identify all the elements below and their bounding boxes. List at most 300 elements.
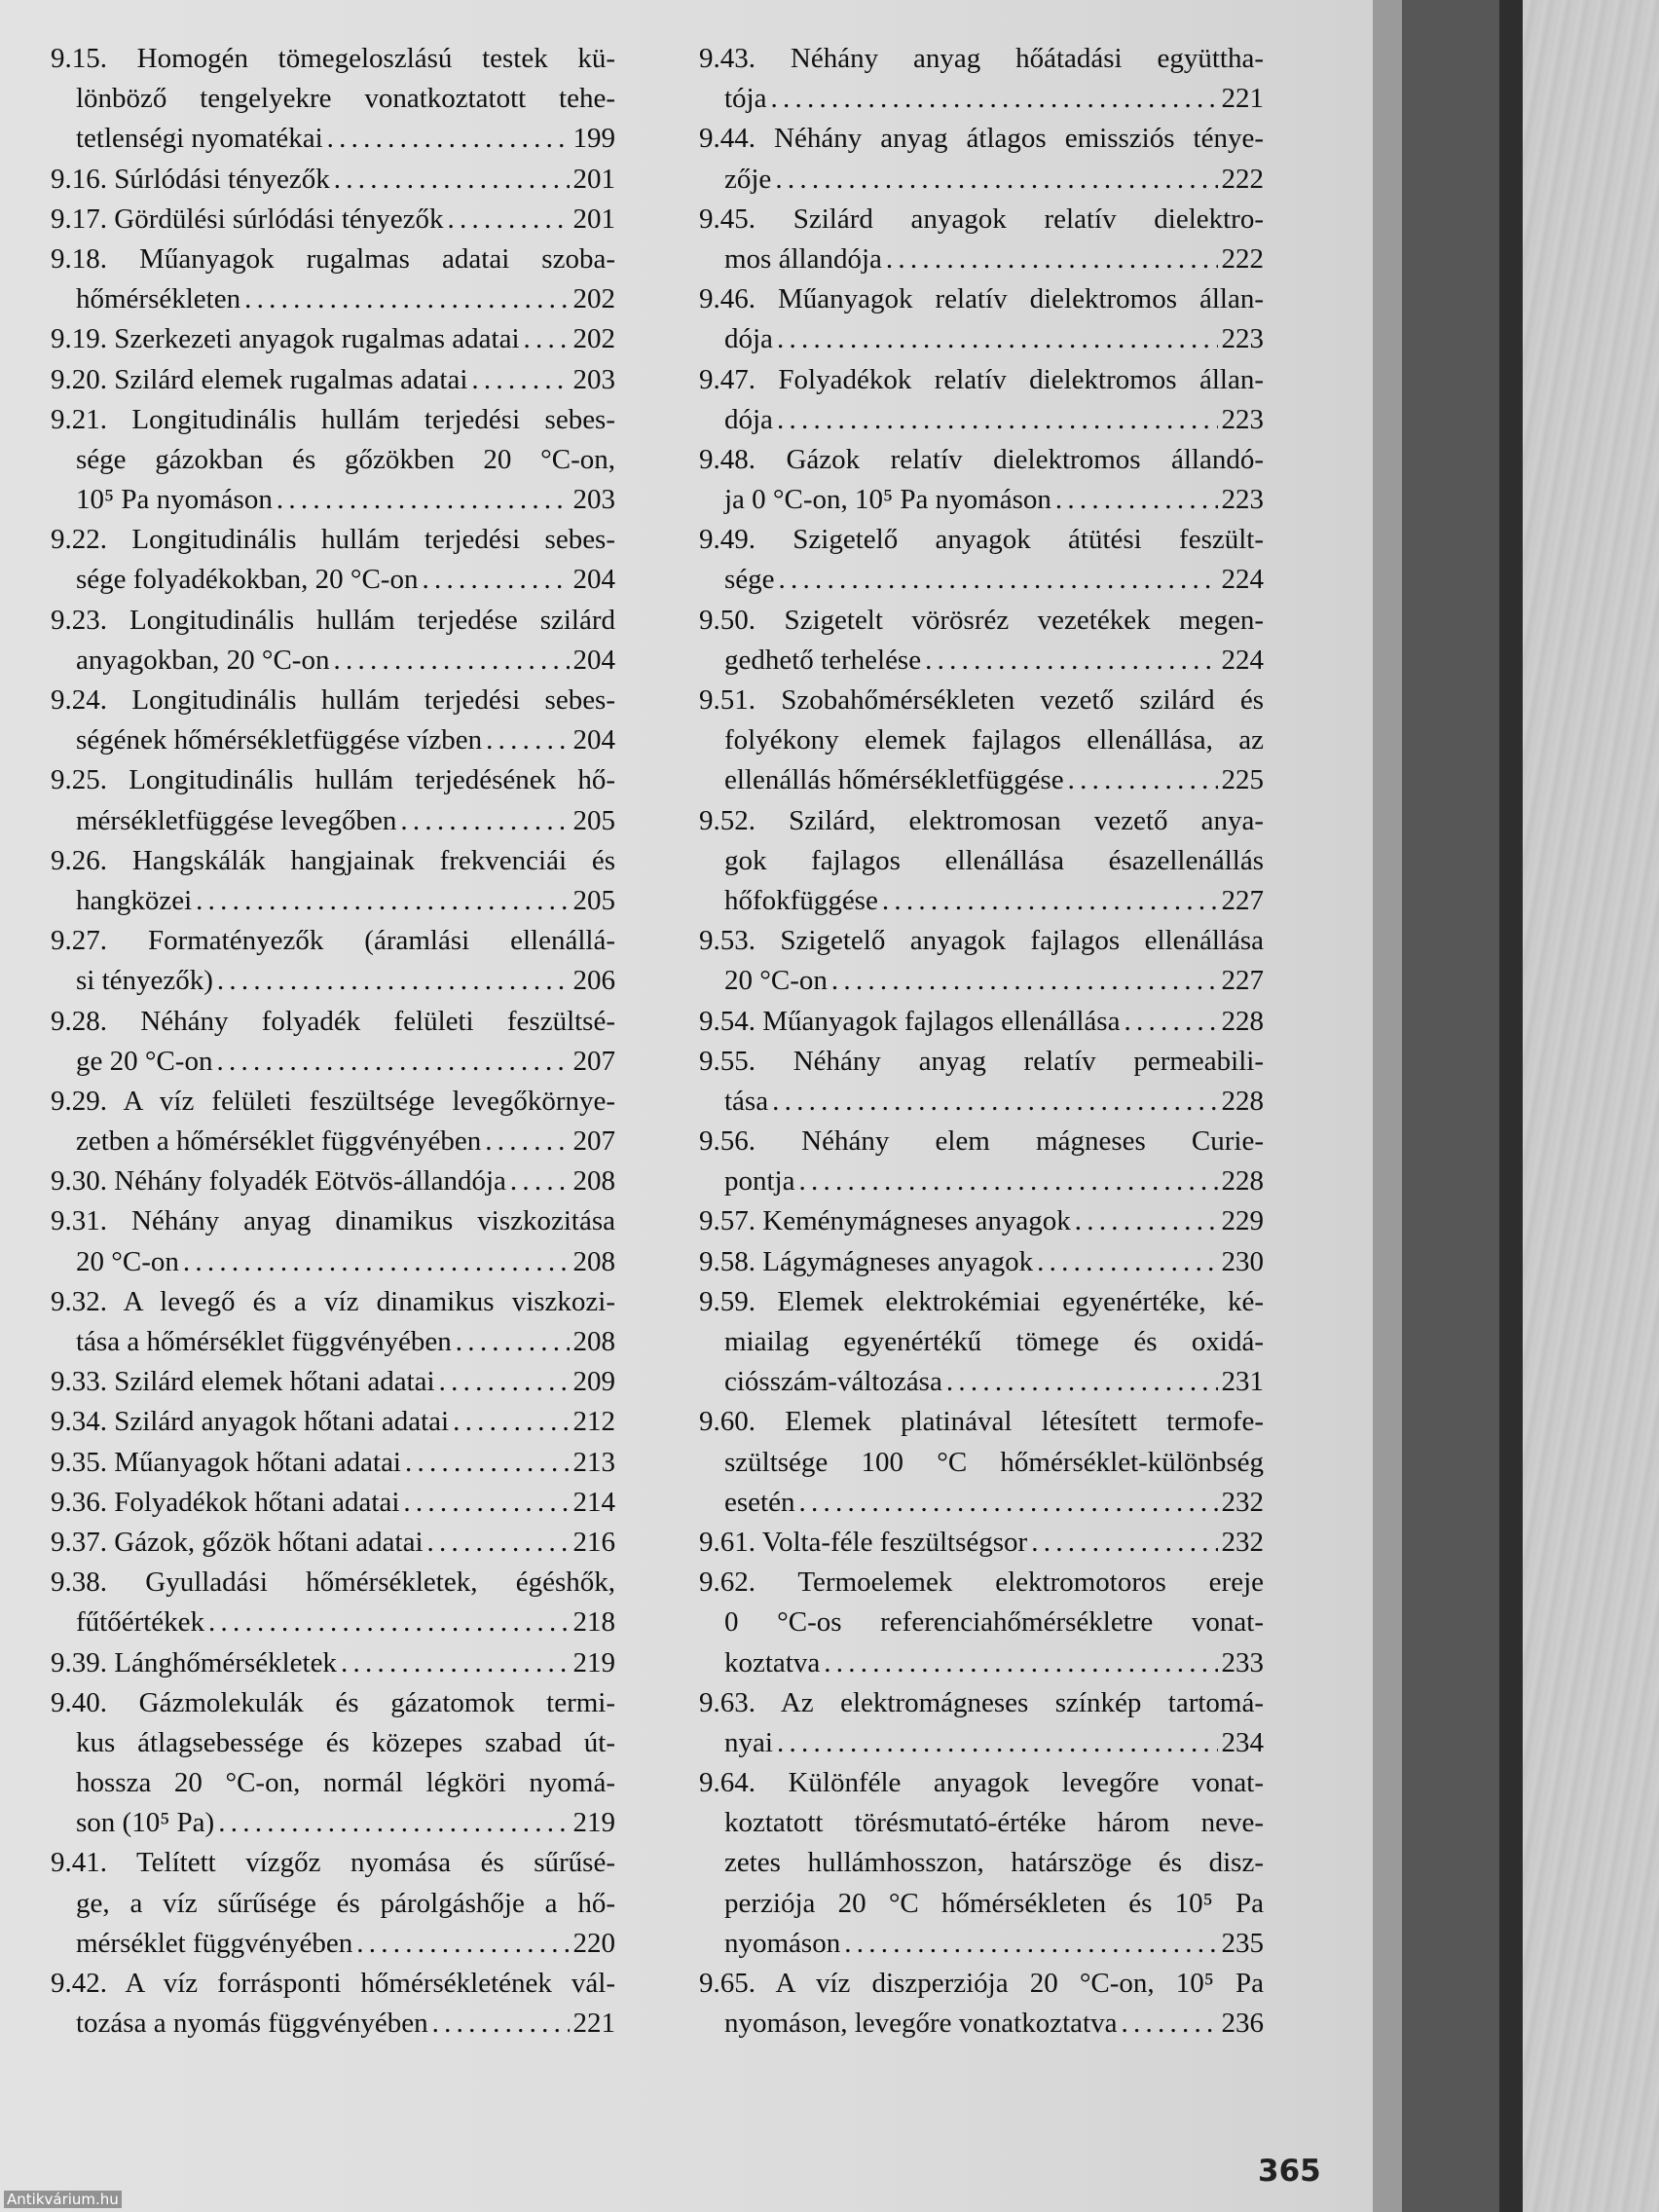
toc-entry-number: 9.40.	[51, 1686, 107, 1718]
dot-leader	[471, 360, 569, 400]
toc-entry-line	[699, 2004, 1264, 2044]
toc-entry-line	[51, 1122, 615, 1161]
toc-entry-line	[51, 1964, 615, 2004]
toc-page-number: 232	[1221, 1526, 1264, 1558]
toc-page-number: 221	[1221, 83, 1264, 115]
toc-page-number: 228	[1221, 1005, 1264, 1037]
dot-leader	[432, 2004, 570, 2044]
toc-entry-line	[51, 1161, 615, 1201]
watermark: Antikvárium.hu	[4, 2191, 122, 2208]
toc-entry-line	[699, 360, 1264, 400]
toc-entry-text: hőfokfüggése	[724, 884, 878, 916]
toc-entry	[699, 360, 1264, 440]
toc-entry-line	[51, 1843, 615, 1883]
dot-leader	[403, 1483, 569, 1523]
toc-entry-number: 9.39.	[51, 1646, 107, 1678]
toc-entry-line	[699, 1362, 1264, 1402]
dot-leader	[1124, 1002, 1217, 1042]
toc-entry-text: Elemek platinával létesített termofe-	[785, 1406, 1264, 1438]
book-cover-shadow	[1499, 0, 1523, 2212]
toc-entry-text: 10⁵ Pa nyomáson	[76, 484, 273, 516]
toc-entry-text: son (10⁵ Pa)	[76, 1807, 215, 1839]
toc-page-number: 208	[572, 1245, 615, 1277]
toc-entry	[699, 1122, 1264, 1201]
dot-leader	[217, 961, 570, 1001]
toc-entry-line	[51, 1483, 615, 1523]
toc-entry-text: ciósszám-változása	[724, 1366, 942, 1398]
toc-page-number: 203	[572, 363, 615, 395]
toc-entry-number: 9.60.	[699, 1406, 756, 1438]
toc-entry-text: A víz felületi feszültsége levegőkörnye-	[123, 1085, 615, 1117]
toc-page-number: 224	[1221, 564, 1264, 596]
toc-entry-text: Szerkezeti anyagok rugalmas adatai	[114, 323, 520, 355]
toc-entry	[699, 119, 1264, 199]
toc-entry-line	[51, 1803, 615, 1843]
toc-entry-line	[51, 200, 615, 240]
dot-leader	[772, 1082, 1217, 1122]
dot-leader	[799, 1161, 1218, 1201]
dot-leader	[777, 319, 1218, 359]
toc-entry-line	[699, 1042, 1264, 1082]
toc-entry	[51, 1002, 615, 1082]
toc-entry-text: A víz diszperziója 20 °C-on, 10⁵ Pa	[775, 1968, 1264, 1999]
toc-entry	[699, 1282, 1264, 1403]
toc-entry-number: 9.62.	[699, 1567, 756, 1599]
toc-entry	[699, 601, 1264, 681]
dot-leader	[439, 1362, 570, 1402]
dot-leader	[882, 881, 1218, 921]
toc-entry-number: 9.42.	[51, 1968, 107, 1999]
toc-entry-line	[51, 2004, 615, 2044]
toc-entry	[51, 360, 615, 400]
toc-page-number: 201	[572, 203, 615, 235]
toc-entry-text: miailag egyenértékű tömege és oxidá-	[724, 1326, 1264, 1357]
toc-entry-line	[699, 279, 1264, 319]
toc-entry	[51, 1563, 615, 1642]
toc-entry	[699, 39, 1264, 119]
toc-entry-text: Szilárd, elektromosan vezető anya-	[789, 804, 1264, 836]
toc-entry	[699, 520, 1264, 600]
toc-entry	[51, 1683, 615, 1844]
toc-entry-text: ge 20 °C-on	[76, 1045, 213, 1077]
toc-entry-text: Szilárd elemek hőtani adatai	[114, 1366, 435, 1398]
toc-entry-line	[51, 560, 615, 600]
toc-entry-number: 9.21.	[51, 403, 107, 435]
dot-leader	[334, 160, 570, 200]
toc-entry-number: 9.16.	[51, 163, 107, 195]
toc-entry-line	[51, 601, 615, 641]
dot-leader	[946, 1362, 1218, 1402]
toc-entry-text: dója	[724, 323, 773, 355]
dot-leader	[218, 1803, 569, 1843]
toc-entry-text: tása	[724, 1085, 769, 1117]
toc-entry-text: mérséklet függvényében	[76, 1927, 353, 1959]
toc-entry-line	[699, 921, 1264, 961]
toc-entry-text: Longitudinális hullám terjedésének hő-	[129, 764, 615, 796]
toc-entry-text: ségének hőmérsékletfüggése vízben	[76, 724, 483, 756]
toc-entry-number: 9.18.	[51, 242, 107, 275]
toc-entry-text: Néhány elem mágneses Curie-	[801, 1125, 1264, 1158]
toc-entry-line	[51, 1924, 615, 1964]
toc-entry-number: 9.24.	[51, 684, 107, 716]
toc-entry-line	[699, 801, 1264, 841]
toc-entry-line	[699, 1523, 1264, 1563]
dot-leader	[925, 641, 1217, 681]
toc-page-number: 204	[572, 644, 615, 676]
toc-entry-text: hangközei	[76, 884, 193, 916]
toc-entry-number: 9.27.	[51, 925, 107, 957]
toc-entry-text: hőmérsékleten	[76, 283, 241, 315]
toc-entry-text: Lánghőmérsékletek	[114, 1646, 337, 1678]
toc-entry	[51, 760, 615, 840]
toc-entry-number: 9.46.	[699, 283, 756, 315]
toc-entry-text: A víz forrásponti hőmérsékletének vál-	[125, 1968, 615, 1999]
toc-entry-text: Gázmolekulák és gázatomok termi-	[138, 1686, 615, 1718]
dot-leader	[486, 720, 569, 760]
toc-entry-number: 9.57.	[699, 1205, 756, 1237]
toc-entry-text: Súrlódási tényezők	[114, 163, 330, 195]
toc-page-number: 208	[572, 1326, 615, 1357]
toc-entry	[51, 1282, 615, 1362]
toc-page-number: 201	[572, 163, 615, 195]
toc-entry-text: Az elektromágneses színkép tartomá-	[780, 1686, 1264, 1718]
toc-page-number: 223	[1221, 323, 1264, 355]
toc-page-number: 205	[572, 804, 615, 836]
toc-page-number: 199	[572, 123, 615, 155]
toc-entry-line	[699, 480, 1264, 520]
toc-entry	[51, 921, 615, 1001]
toc-entry-text: Szilárd elemek rugalmas adatai	[114, 363, 468, 395]
toc-page-number: 203	[572, 484, 615, 516]
dot-leader	[1121, 2004, 1217, 2044]
toc-entry	[51, 681, 615, 760]
toc-entry-line	[699, 1803, 1264, 1843]
toc-entry-text: nyomáson	[724, 1927, 841, 1959]
toc-entry-number: 9.53.	[699, 925, 756, 957]
toc-entry-text: sége	[724, 564, 775, 596]
toc-entry-text: tása a hőmérséklet függvényében	[76, 1326, 452, 1357]
toc-entry-text: perziója 20 °C hőmérsékleten és 10⁵ Pa	[724, 1887, 1264, 1919]
toc-entry-line	[699, 400, 1264, 440]
toc-page-number: 208	[572, 1165, 615, 1198]
dot-leader	[485, 1122, 569, 1161]
toc-entry	[51, 1402, 615, 1442]
toc-entry-line	[51, 39, 615, 79]
toc-page-number: 207	[572, 1045, 615, 1077]
toc-entry	[699, 1042, 1264, 1122]
toc-entry-line	[699, 319, 1264, 359]
toc-entry-line	[699, 1964, 1264, 2004]
book-cover-edge	[1402, 0, 1499, 2212]
toc-entry-text: Hangskálák hangjainak frekvenciái és	[131, 844, 615, 876]
dot-leader	[775, 160, 1217, 200]
toc-entry-number: 9.52.	[699, 804, 756, 836]
toc-entry-text: Műanyagok fajlagos ellenállása	[762, 1005, 1121, 1037]
toc-page-number: 229	[1221, 1205, 1264, 1237]
toc-entry-line	[699, 200, 1264, 240]
toc-entry-line	[699, 1002, 1264, 1042]
dot-leader	[524, 319, 570, 359]
toc-entry	[699, 921, 1264, 1001]
toc-page-number: 227	[1221, 965, 1264, 997]
dot-leader	[405, 1443, 570, 1483]
toc-entry	[51, 520, 615, 600]
toc-entry-text: 20 °C-on	[76, 1245, 179, 1277]
toc-entry-number: 9.48.	[699, 443, 756, 475]
toc-entry-line	[51, 1523, 615, 1563]
toc-entry-text: si tényezők)	[76, 965, 213, 997]
toc-entry-number: 9.29.	[51, 1085, 107, 1117]
toc-entry-line	[699, 1763, 1264, 1803]
toc-entry-text: ja 0 °C-on, 10⁵ Pa nyomáson	[724, 484, 1051, 516]
toc-page-number: 204	[572, 564, 615, 596]
toc-entry-text: Longitudinális hullám terjedési sebes-	[131, 524, 615, 556]
toc-entry-text: tója	[724, 83, 767, 115]
toc-entry-line	[699, 520, 1264, 560]
toc-entry-line	[51, 1563, 615, 1603]
dot-leader	[777, 1723, 1218, 1763]
toc-entry-text: hossza 20 °C-on, normál légköri nyomá-	[76, 1767, 615, 1799]
toc-entry-text: Néhány anyag relatív permeabili-	[793, 1045, 1264, 1077]
toc-page-number: 222	[1221, 163, 1264, 195]
toc-entry-line	[51, 1322, 615, 1362]
toc-entry-number: 9.38.	[51, 1567, 107, 1599]
dot-leader	[341, 1643, 570, 1683]
page-edge-shadow	[1373, 0, 1402, 2212]
toc-entry-text: Különféle anyagok levegőre vonat-	[788, 1767, 1264, 1799]
toc-entry-line	[51, 921, 615, 961]
toc-entry-line	[699, 79, 1264, 119]
toc-entry-line	[699, 841, 1264, 881]
toc-entry-number: 9.23.	[51, 604, 107, 636]
toc-page-number: 219	[572, 1807, 615, 1839]
toc-entry	[51, 1843, 615, 1964]
toc-entry-text: Néhány anyag átlagos emissziós ténye-	[774, 123, 1264, 155]
dot-leader	[831, 961, 1218, 1001]
toc-entry-number: 9.50.	[699, 604, 756, 636]
toc-entry-text: Szigetelő anyagok fajlagos ellenállása	[780, 925, 1264, 957]
toc-entry-text: Néhány anyag hőátadási együttha-	[790, 43, 1264, 74]
toc-entry	[699, 200, 1264, 279]
toc-entry-text: Néhány folyadék Eötvös-állandója	[114, 1165, 506, 1198]
toc-entry-line	[699, 641, 1264, 681]
toc-page-number: 205	[572, 884, 615, 916]
toc-entry-text: szültsége 100 °C hőmérséklet-különbség	[724, 1446, 1264, 1478]
toc-entry-line	[699, 1563, 1264, 1603]
toc-entry-text: ellenállás hőmérsékletfüggése	[724, 764, 1064, 796]
toc-entry	[699, 1563, 1264, 1683]
toc-entry-number: 9.41.	[51, 1847, 107, 1879]
toc-page-number: 235	[1221, 1927, 1264, 1959]
toc-entry-line	[51, 1282, 615, 1322]
page-number: 365	[1258, 2154, 1321, 2189]
toc-entry-text: Műanyagok hőtani adatai	[114, 1446, 401, 1478]
toc-entry-text: Gázok relatív dielektromos állandó-	[786, 443, 1264, 475]
dot-leader	[276, 480, 570, 520]
toc-entry-text: zetben a hőmérséklet függvényében	[76, 1125, 482, 1158]
toc-entry-number: 9.17.	[51, 203, 107, 235]
dot-leader	[824, 1643, 1217, 1683]
toc-page-number: 212	[572, 1406, 615, 1438]
dot-leader	[448, 200, 570, 240]
toc-entry-line	[51, 240, 615, 279]
dot-leader	[196, 881, 569, 921]
toc-entry-line	[51, 1042, 615, 1082]
toc-entry	[51, 1362, 615, 1402]
toc-entry-text: anyagokban, 20 °C-on	[76, 644, 330, 676]
toc-entry-number: 9.28.	[51, 1005, 107, 1037]
toc-entry-line	[51, 1201, 615, 1241]
toc-entry-number: 9.65.	[699, 1968, 756, 1999]
toc-entry-number: 9.25.	[51, 764, 107, 796]
toc-entry-line	[699, 1483, 1264, 1523]
toc-page-number: 214	[572, 1486, 615, 1518]
toc-entry-line	[51, 360, 615, 400]
toc-entry-text: A levegő és a víz dinamikus viszkozi-	[123, 1285, 615, 1317]
toc-entry-text: lönböző tengelyekre vonatkoztatott tehe-	[76, 83, 615, 115]
toc-entry-text: koztatva	[724, 1646, 821, 1678]
toc-entry	[51, 1201, 615, 1281]
toc-entry-text: Termoelemek elektromotoros ereje	[797, 1567, 1264, 1599]
toc-entry-line	[699, 1843, 1264, 1883]
toc-entry-number: 9.45.	[699, 203, 756, 235]
dot-leader	[1068, 760, 1218, 800]
toc-entry-line	[51, 760, 615, 800]
toc-entry-line	[699, 1924, 1264, 1964]
toc-page-number: 223	[1221, 484, 1264, 516]
toc-entry-text: Lágymágneses anyagok	[762, 1245, 1034, 1277]
toc-entry	[699, 801, 1264, 922]
toc-entry-number: 9.63.	[699, 1686, 756, 1718]
toc-entry	[699, 1002, 1264, 1042]
dot-leader	[216, 1042, 569, 1082]
toc-page-number: 231	[1221, 1366, 1264, 1398]
toc-entry-number: 9.35.	[51, 1446, 107, 1478]
dot-leader	[510, 1161, 570, 1201]
toc-entry-text: Szigetelt vörösréz vezetékek megen-	[784, 604, 1264, 636]
toc-page-number: 230	[1221, 1245, 1264, 1277]
toc-entry-number: 9.51.	[699, 684, 756, 716]
toc-entry-number: 9.26.	[51, 844, 107, 876]
toc-entry	[51, 319, 615, 359]
toc-entry-line	[699, 961, 1264, 1001]
toc-entry-line	[51, 1683, 615, 1723]
toc-entry-text: Szilárd anyagok relatív dielektro-	[793, 203, 1264, 235]
toc-entry-line	[51, 79, 615, 119]
toc-page-number: 232	[1221, 1486, 1264, 1518]
toc-entry	[51, 1161, 615, 1201]
toc-page-number: 204	[572, 724, 615, 756]
toc-page-number: 220	[572, 1927, 615, 1959]
toc-entry-number: 9.58.	[699, 1245, 756, 1277]
toc-entry-text: esetén	[724, 1486, 795, 1518]
toc-entry	[699, 1683, 1264, 1763]
toc-entry-number: 9.64.	[699, 1767, 756, 1799]
toc-entry-line	[51, 400, 615, 440]
toc-entry-line	[51, 1603, 615, 1642]
toc-entry-text: Néhány anyag dinamikus viszkozitása	[131, 1205, 615, 1237]
toc-page-number: 236	[1221, 2008, 1264, 2040]
toc-entry-line	[699, 1603, 1264, 1642]
toc-entry-text: tetlenségi nyomatékai	[76, 123, 323, 155]
toc-entry-text: Műanyagok relatív dielektromos állan-	[778, 283, 1264, 315]
toc-entry-text: Longitudinális hullám terjedési sebes-	[131, 684, 615, 716]
dot-leader	[456, 1322, 570, 1362]
toc-page-number: 228	[1221, 1165, 1264, 1198]
toc-entry-number: 9.59.	[699, 1285, 756, 1317]
table-surface	[1523, 0, 1659, 2212]
toc-entry-line	[699, 1082, 1264, 1122]
toc-entry-number: 9.55.	[699, 1045, 756, 1077]
toc-entry-line	[699, 760, 1264, 800]
toc-entry-text: Gördülési súrlódási tényezők	[114, 203, 444, 235]
dot-leader	[327, 119, 570, 159]
toc-entry-text: Keménymágneses anyagok	[762, 1205, 1071, 1237]
toc-page-number: 206	[572, 965, 615, 997]
toc-entry	[699, 1201, 1264, 1241]
toc-entry-text: gedhető terhelése	[724, 644, 922, 676]
toc-entry-text: Elemek elektrokémiai egyenértéke, ké-	[777, 1285, 1264, 1317]
toc-entry-line	[699, 1884, 1264, 1924]
toc-page-number: 213	[572, 1446, 615, 1478]
toc-entry-text: sége folyadékokban, 20 °C-on	[76, 564, 419, 596]
toc-entry-number: 9.31.	[51, 1205, 107, 1237]
toc-entry-text: fűtőértékek	[76, 1606, 205, 1639]
toc-entry-text: Longitudinális hullám terjedési sebes-	[131, 403, 615, 435]
toc-entry-number: 9.22.	[51, 524, 107, 556]
toc-entry-line	[51, 119, 615, 159]
toc-entry	[51, 841, 615, 921]
toc-entry-line	[699, 1161, 1264, 1201]
toc-entry-text: nyomáson, levegőre vonatkoztatva	[724, 2008, 1118, 2040]
toc-entry-line	[51, 319, 615, 359]
toc-entry	[51, 400, 615, 521]
toc-entry	[51, 601, 615, 681]
toc-page-number: 221	[572, 2008, 615, 2040]
toc-entry-text: Longitudinális hullám terjedése szilárd	[129, 604, 615, 636]
toc-page-number: 202	[572, 323, 615, 355]
toc-entry	[51, 1523, 615, 1563]
toc-left-column	[51, 39, 615, 2044]
toc-entry-line	[699, 720, 1264, 760]
toc-entry	[699, 440, 1264, 520]
toc-entry-line	[51, 1362, 615, 1402]
toc-entry-text: Néhány folyadék felületi feszültsé-	[140, 1005, 615, 1037]
dot-leader	[844, 1924, 1217, 1964]
toc-entry-line	[699, 1643, 1264, 1683]
dot-leader	[208, 1603, 569, 1642]
toc-entry-line	[699, 560, 1264, 600]
toc-entry-text: Műanyagok rugalmas adatai szoba-	[139, 242, 615, 275]
toc-page-number: 216	[572, 1526, 615, 1558]
toc-entry-text: ge, a víz sűrűsége és párolgáshője a hő-	[76, 1887, 615, 1919]
toc-entry-line	[699, 1402, 1264, 1442]
toc-entry-number: 9.36.	[51, 1486, 107, 1518]
toc-entry-text: pontja	[724, 1165, 795, 1198]
dot-leader	[333, 641, 569, 681]
toc-entry	[699, 681, 1264, 801]
toc-entry-line	[51, 480, 615, 520]
toc-entry-text: 20 °C-on	[724, 965, 828, 997]
toc-entry-line	[699, 601, 1264, 641]
toc-entry	[51, 39, 615, 160]
toc-entry-line	[51, 1242, 615, 1282]
toc-entry-number: 9.43.	[699, 43, 756, 74]
toc-entry-line	[699, 1242, 1264, 1282]
toc-entry-text: folyékony elemek fajlagos ellenállása, az	[724, 724, 1264, 756]
toc-page-number: 207	[572, 1125, 615, 1158]
toc-entry-line	[699, 881, 1264, 921]
